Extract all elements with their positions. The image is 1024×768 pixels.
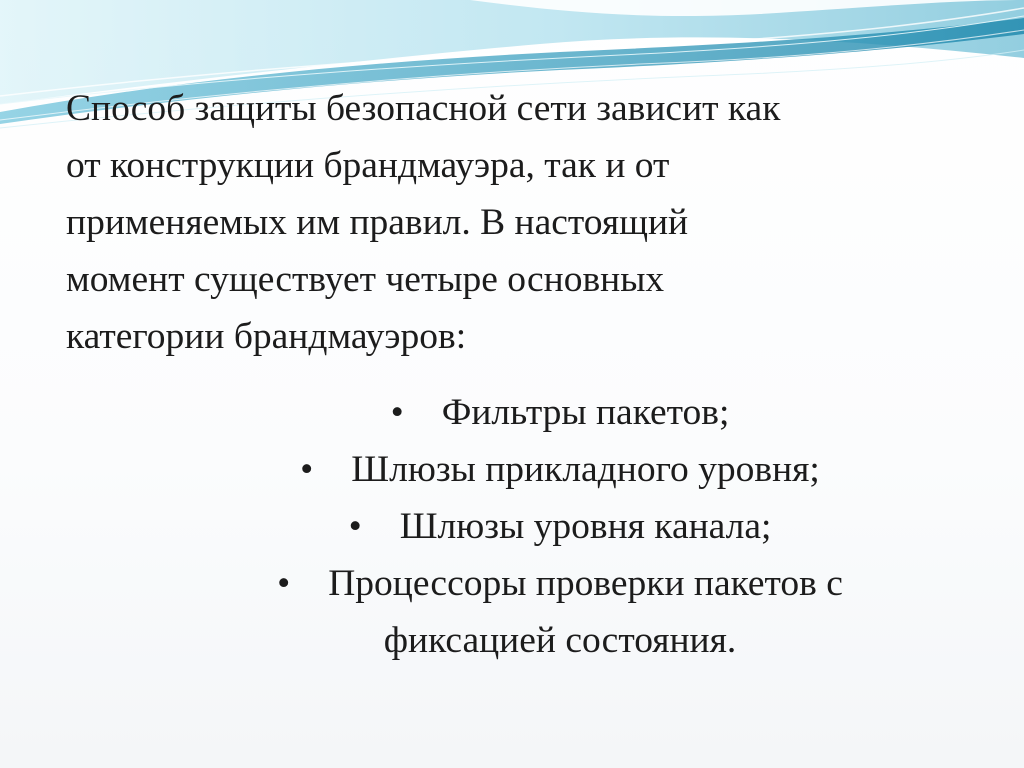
list-item-text: Шлюзы уровня канала; — [399, 506, 772, 547]
list-item — [180, 384, 940, 441]
list-item — [180, 498, 940, 555]
bullet-icon: • — [277, 563, 291, 604]
list-item — [180, 441, 940, 498]
bullet-icon: • — [300, 449, 314, 490]
intro-paragraph: Способ защиты безопасной сети зависит как от конструкции брандмауэра, так и от применяемых им правил. В настоящий момент существует четыре основных категории брандмауэров: — [66, 88, 781, 357]
list-item-text: Процессоры проверки пакетов с фиксацией состояния. — [328, 563, 843, 661]
bullet-icon: • — [390, 392, 404, 433]
bullet-icon: • — [348, 506, 362, 547]
category-list — [180, 384, 940, 669]
list-item — [180, 555, 940, 669]
list-item-text: Шлюзы прикладного уровня; — [351, 449, 820, 490]
list-item-text: Фильтры пакетов; — [441, 392, 730, 433]
